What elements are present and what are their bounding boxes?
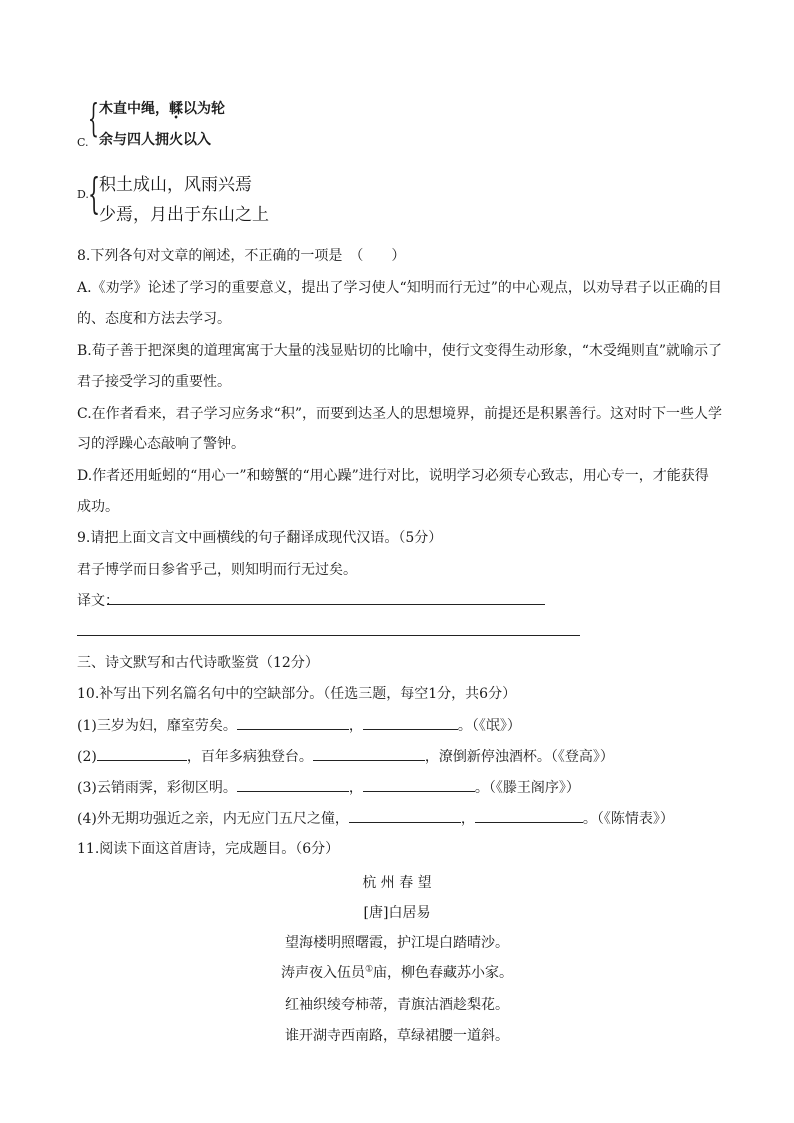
q8-option-c-line1: C.在作者看来，君子学习应务求“积”，而要到达圣人的思想境界，前提还是积累善行。这对时下一些人学 xyxy=(77,406,722,422)
q10-item1-blank2[interactable] xyxy=(363,715,458,730)
option-d-line1: 积土成山，风雨兴焉 xyxy=(99,175,252,195)
option-d-brace: { xyxy=(88,169,101,218)
q9-answer-line-1[interactable] xyxy=(107,604,545,605)
option-c-letter: C. xyxy=(77,136,89,149)
q9-stem: 9.请把上面文言文中画横线的句子翻译成现代汉语。（5分） xyxy=(77,530,443,546)
option-c-line1-before: 木直中绳， xyxy=(99,101,169,117)
q10-item3-blank1[interactable] xyxy=(237,777,349,792)
q10-item1-blank1[interactable] xyxy=(237,715,349,730)
q10-item1-comma: ， xyxy=(348,718,363,734)
option-c-line1 xyxy=(99,99,225,119)
q10-item3-comma: ， xyxy=(348,780,363,796)
poem-line-4: 谁开湖寺西南路，草绿裙腰一道斜。 xyxy=(285,1028,509,1044)
q10-item4-source: 。（《陈情表》） xyxy=(582,811,674,827)
poem-line-3: 红袖织绫夸柿蒂，青旗沽酒趁梨花。 xyxy=(285,997,509,1013)
poem-line-2 xyxy=(0,963,794,983)
q10-item1-text: (1)三岁为妇，靡室劳矣。 xyxy=(77,718,237,734)
option-d-letter: D. xyxy=(77,188,89,201)
q9-answer-line-2[interactable] xyxy=(77,635,580,636)
q10-item2-text: ，百年多病独登台。 xyxy=(186,749,313,765)
option-c-line1-after: 以为轮 xyxy=(183,101,225,117)
q8-option-d-line1: D.作者还用蚯蚓的“用心一”和螃蟹的“用心躁”进行对比，说明学习必须专心致志，用心专一，才能获得 xyxy=(77,468,709,484)
poem-author: [唐]白居易 xyxy=(363,905,431,921)
option-d-line2: 少焉，月出于东山之上 xyxy=(99,205,269,225)
q8-option-b-line2: 君子接受学习的重要性。 xyxy=(77,374,231,390)
q9-translation-label: 译文： xyxy=(77,593,119,609)
q10-item3-source: 。（《滕王阁序》） xyxy=(474,780,580,796)
q10-item2-num: (2) xyxy=(77,749,97,765)
q10-item4 xyxy=(77,808,674,829)
footnote-marker: ① xyxy=(364,964,374,975)
q8-option-c-line2: 习的浮躁心态敲响了警钟。 xyxy=(77,436,245,452)
option-c-dotted-char: 輮 xyxy=(169,101,183,117)
section3-title: 三、诗文默写和古代诗歌鉴赏（12分） xyxy=(77,655,319,671)
q10-item4-blank1[interactable] xyxy=(349,808,461,823)
option-c-line2: 余与四人拥火以入 xyxy=(99,132,211,148)
q8-option-a-line1: A.《劝学》论述了学习的重要意义，提出了学习使人“知明而行无过”的中心观点，以劝导君子以正确的目 xyxy=(77,280,722,296)
q10-item4-comma: ， xyxy=(460,811,475,827)
q8-option-a-line2: 的、态度和方法去学习。 xyxy=(77,311,231,327)
q10-item4-text: (4)外无期功强近之亲，内无应门五尺之僮， xyxy=(77,811,349,827)
q10-item2 xyxy=(77,746,614,767)
q10-stem: 10.补写出下列名篇名句中的空缺部分。（任选三题，每空1分，共6分） xyxy=(77,686,517,702)
q10-item1 xyxy=(77,715,521,736)
q10-item3 xyxy=(77,777,580,798)
q10-item1-source: 。（《氓》） xyxy=(457,718,521,734)
option-c-brace: { xyxy=(88,96,99,140)
poem-line-2-a: 涛声夜入伍员 xyxy=(280,965,365,981)
q11-stem: 11.阅读下面这首唐诗，完成题目。（6分） xyxy=(77,841,340,857)
q10-item2-source: ，潦倒新停浊酒杯。（《登高》） xyxy=(424,749,614,765)
q8-stem: 8.下列各句对文章的阐述，不正确的一项是 （ ） xyxy=(77,248,406,264)
q10-item3-text: (3)云销雨霁，彩彻区明。 xyxy=(77,780,237,796)
poem-line-1: 望海楼明照曙霞，护江堤白踏晴沙。 xyxy=(285,935,509,951)
q10-item2-blank1[interactable] xyxy=(97,746,187,761)
poem-line-2-b: 庙，柳色春藏苏小家。 xyxy=(373,965,514,981)
q8-option-d-line2: 成功。 xyxy=(77,499,119,515)
q8-option-b-line1: B.荀子善于把深奥的道理寓寓于大量的浅显贴切的比喻中，使行文变得生动形象，“木受绳则直”就喻示了 xyxy=(77,343,723,359)
poem-title: 杭 州 春 望 xyxy=(362,875,432,891)
q10-item3-blank2[interactable] xyxy=(363,777,475,792)
q9-sentence: 君子博学而日参省乎己，则知明而行无过矣。 xyxy=(77,562,357,578)
q10-item4-blank2[interactable] xyxy=(475,808,583,823)
q10-item2-blank2[interactable] xyxy=(313,746,425,761)
